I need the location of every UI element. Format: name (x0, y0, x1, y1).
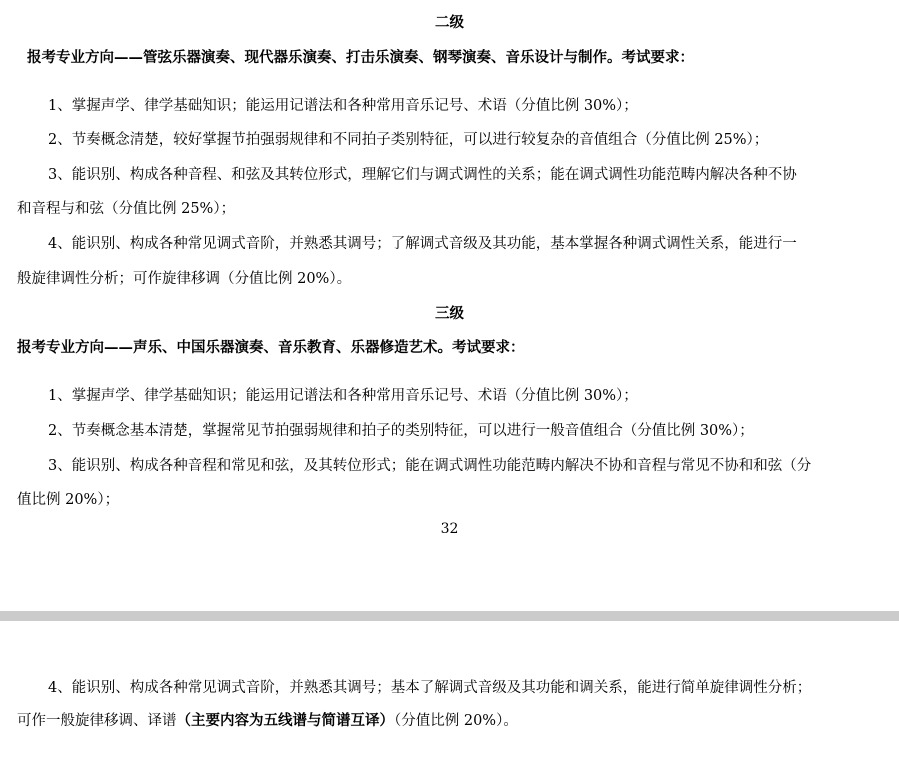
level2-heading: 二级 (435, 14, 464, 31)
level3-item-3-line-1: 3、能识别、构成各种音程和常见和弦，及其转位形式；能在调式调性功能范畴内解决不协和音程与常见不协和和弦（分 (48, 458, 812, 474)
page-number: 32 (440, 521, 459, 537)
level3-item-4-line-2 (0, 711, 899, 731)
level3-item-4-bold-note: （主要内容为五线谱与简谱互译） (176, 712, 394, 729)
level3-item-3-line-2: 值比例 20%）； (17, 492, 120, 508)
level2-item-4-line-2: 般旋律调性分析；可作旋律移调（分值比例 20%）。 (17, 271, 352, 287)
level2-item-1: 1、掌握声学、律学基础知识；能运用记谱法和各种常用音乐记号、术语（分值比例 30%）； (48, 98, 638, 114)
level3-item-4-line-1: 4、能识别、构成各种常见调式音阶，并熟悉其调号；基本了解调式音级及其功能和调关系，能进行简单旋律调性分析； (48, 680, 812, 696)
level3-intro: 报考专业方向——声乐、中国乐器演奏、音乐教育、乐器修造艺术。考试要求： (17, 339, 525, 356)
level2-intro: 报考专业方向——管弦乐器演奏、现代器乐演奏、打击乐演奏、钢琴演奏、音乐设计与制作。考试要求： (27, 49, 694, 66)
level2-item-2: 2、节奏概念清楚，较好掌握节拍强弱规律和不同拍子类别特征，可以进行较复杂的音值组合（分值比例 25%）； (48, 132, 769, 148)
level3-item-4-text-b: （分值比例 20%）。 (394, 713, 518, 729)
level2-item-4-line-1: 4、能识别、构成各种常见调式音阶，并熟悉其调号；了解调式音级及其功能，基本掌握各种调式调性关系，能进行一 (48, 236, 797, 252)
level3-item-4-text-a: 可作一般旋律移调、译谱 (17, 713, 177, 729)
level2-item-3-line-1: 3、能识别、构成各种音程、和弦及其转位形式，理解它们与调式调性的关系；能在调式调性功能范畴内解决各种不协 (48, 167, 797, 183)
level3-item-1: 1、掌握声学、律学基础知识；能运用记谱法和各种常用音乐记号、术语（分值比例 30%）； (48, 388, 638, 404)
level3-heading: 三级 (435, 305, 464, 322)
level3-item-2: 2、节奏概念基本清楚，掌握常见节拍强弱规律和拍子的类别特征，可以进行一般音值组合（分值比例 30%）； (48, 423, 754, 439)
level2-item-3-line-2: 和音程与和弦（分值比例 25%）； (17, 201, 236, 217)
page-separator (0, 611, 899, 621)
